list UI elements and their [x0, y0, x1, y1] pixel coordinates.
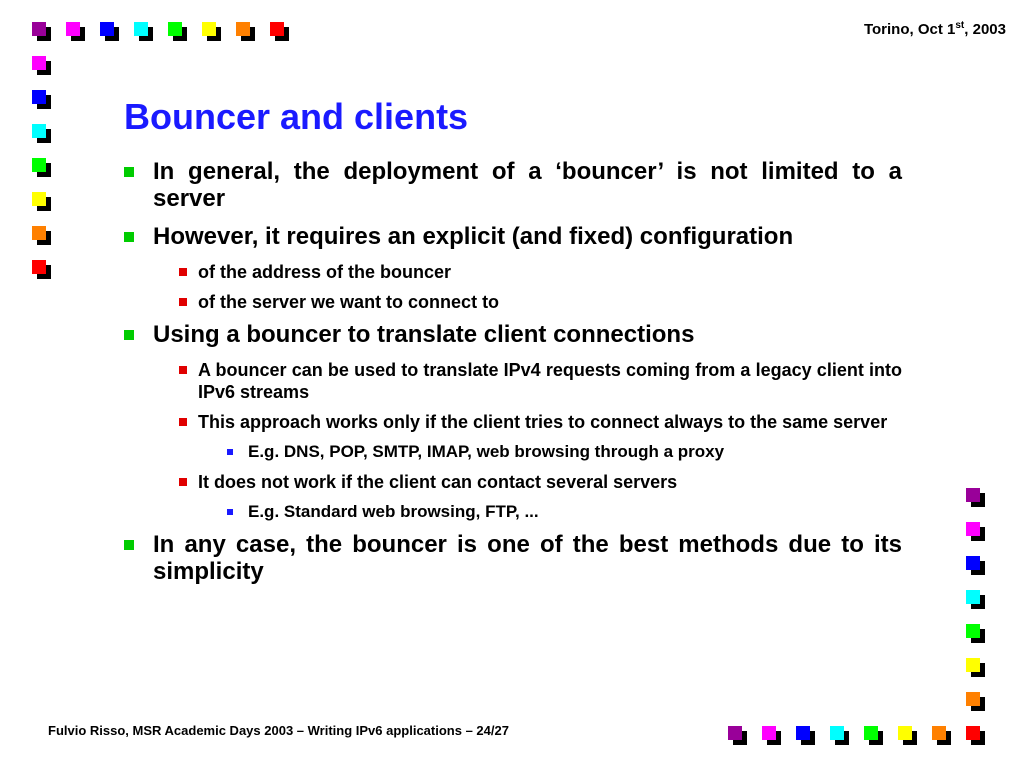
decor-square [864, 726, 882, 744]
decor-square [32, 192, 50, 210]
decor-square [966, 624, 984, 642]
bullet-marker [179, 298, 187, 306]
sub-bullet-item [175, 359, 902, 403]
decor-square [966, 726, 984, 744]
bullet-text: In any case, the bouncer is one of the best methods due to its simplicity [153, 531, 902, 585]
decor-square [932, 726, 950, 744]
bullet-list [120, 158, 902, 596]
bullet-marker [179, 418, 187, 426]
decor-square [32, 22, 50, 40]
bullet-text: This approach works only if the client tries to connect always to the same server [198, 412, 888, 432]
bullet-item [120, 158, 902, 212]
date-prefix: Torino, Oct 1 [863, 21, 956, 38]
date-superscript: st [955, 20, 965, 31]
decor-square [236, 22, 254, 40]
bullet-text: of the address of the bouncer [198, 262, 452, 282]
decor-square [134, 22, 152, 40]
decor-square [966, 692, 984, 710]
bullet-marker [179, 478, 187, 486]
decor-square [32, 56, 50, 74]
sub-bullet-item [175, 411, 902, 433]
decor-square [762, 726, 780, 744]
sub-sub-bullet-item [223, 441, 902, 463]
decor-square [830, 726, 848, 744]
bullet-marker [124, 540, 134, 550]
sub-bullet-item [175, 291, 902, 313]
bullet-marker [124, 330, 134, 340]
bullet-text: In general, the deployment of a ‘bouncer’ is not limited to a server [153, 158, 902, 212]
sub-sub-bullet-item [223, 501, 902, 523]
decor-square [966, 556, 984, 574]
decor-square [100, 22, 118, 40]
bullet-text: Using a bouncer to translate client connections [153, 321, 695, 348]
bullet-text: However, it requires an explicit (and fixed) configuration [153, 223, 794, 250]
bullet-text: It does not work if the client can contact several servers [198, 472, 678, 492]
bullet-text: A bouncer can be used to translate IPv4 requests coming from a legacy client into IPv6 streams [198, 360, 902, 402]
decor-square [168, 22, 186, 40]
decor-square [728, 726, 746, 744]
decor-square [32, 158, 50, 176]
bullet-text: of the server we want to connect to [198, 292, 500, 312]
decor-square [32, 90, 50, 108]
decor-square [966, 590, 984, 608]
bullet-marker [227, 449, 233, 455]
slide-title: Bouncer and clients [124, 96, 469, 137]
decor-square [202, 22, 220, 40]
decor-square [270, 22, 288, 40]
sub-bullet-item [175, 471, 902, 493]
bullet-item [120, 321, 902, 348]
bullet-item [120, 223, 902, 250]
bullet-marker [179, 366, 187, 374]
bullet-marker [124, 232, 134, 242]
date-line [864, 20, 1006, 38]
decor-square [66, 22, 84, 40]
bullet-marker [227, 509, 233, 515]
decor-square [898, 726, 916, 744]
decor-square [32, 124, 50, 142]
bullet-text: E.g. DNS, POP, SMTP, IMAP, web browsing through a proxy [248, 442, 725, 461]
bullet-text: E.g. Standard web browsing, FTP, ... [248, 502, 539, 521]
footer: Fulvio Risso, MSR Academic Days 2003 – Writing IPv6 applications – 24/27 [48, 723, 509, 738]
date-suffix: , 2003 [964, 21, 1006, 38]
bullet-item [120, 531, 902, 585]
decor-square [32, 260, 50, 278]
decor-square [966, 488, 984, 506]
decor-square [966, 658, 984, 676]
bullet-marker [124, 167, 134, 177]
decor-square [796, 726, 814, 744]
sub-bullet-item [175, 261, 902, 283]
decor-square [32, 226, 50, 244]
decor-square [966, 522, 984, 540]
bullet-marker [179, 268, 187, 276]
